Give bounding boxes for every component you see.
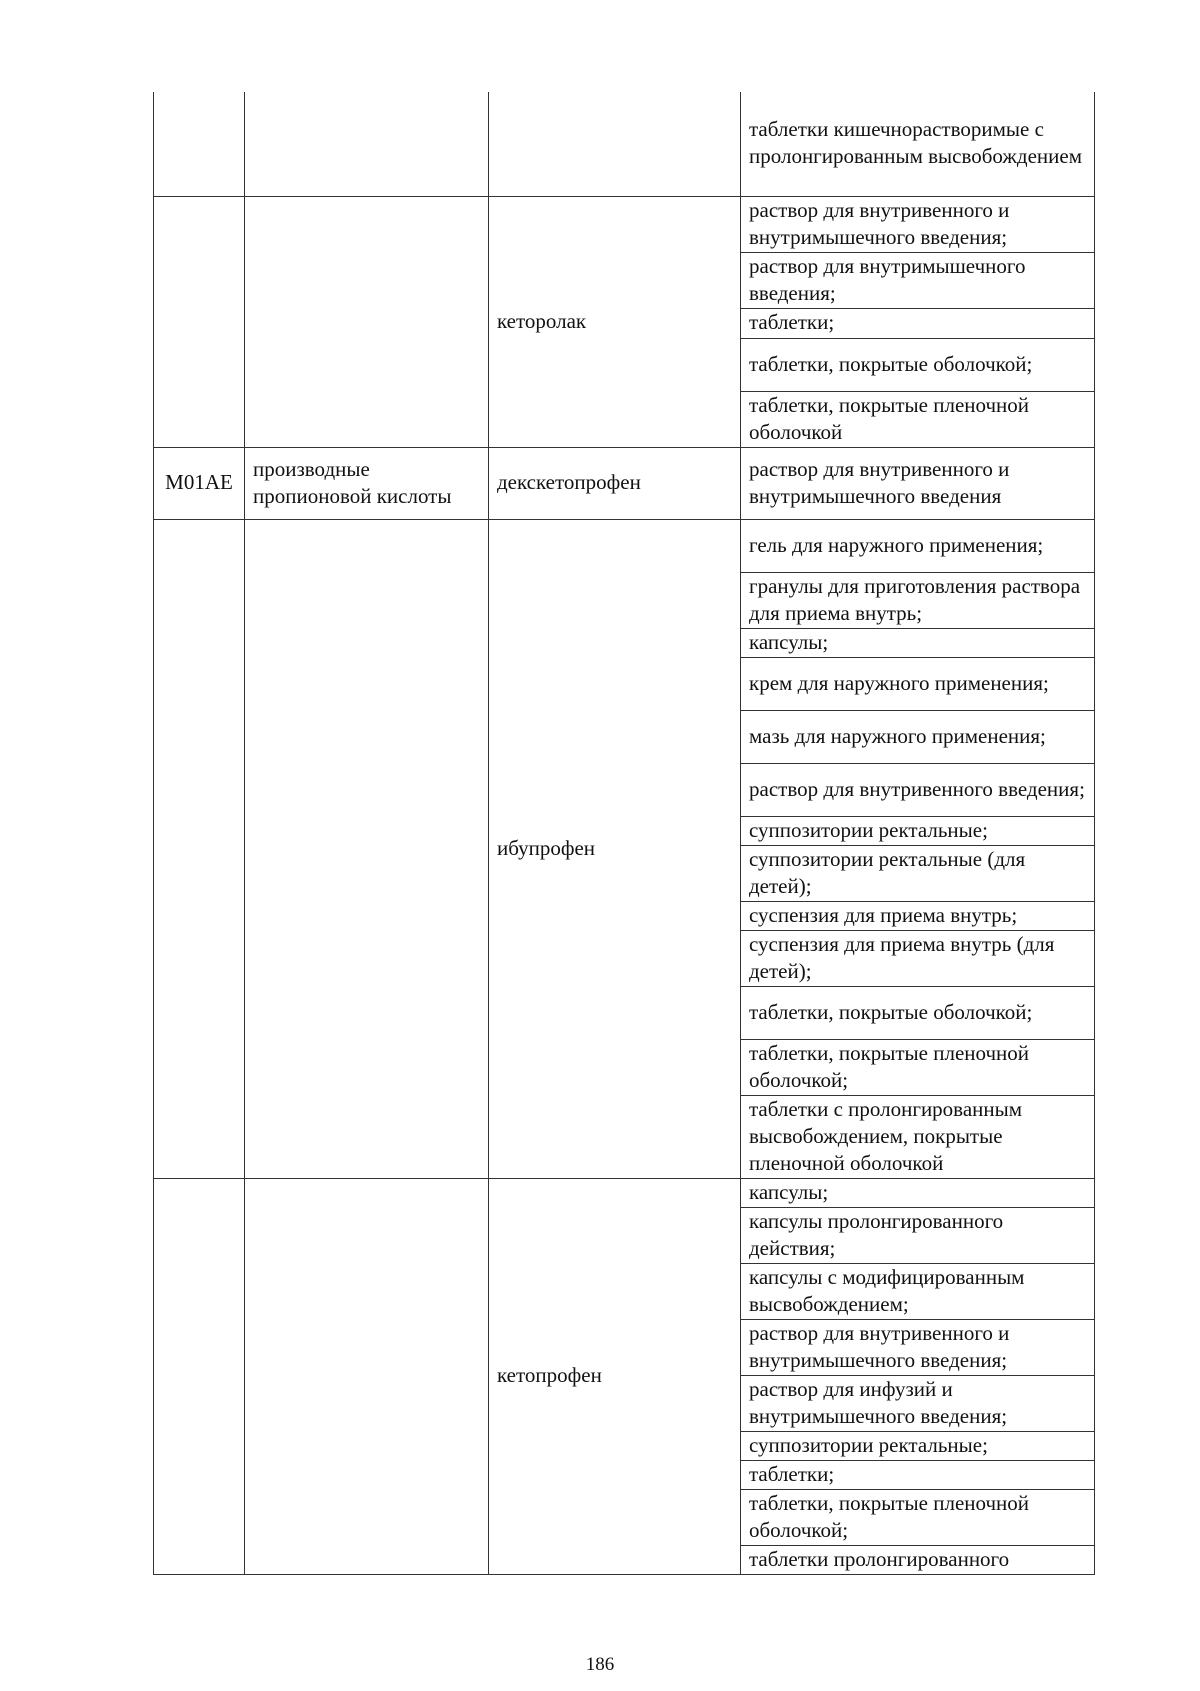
dosage-form-cell: крем для наружного применения;: [741, 657, 1095, 710]
dosage-form-cell: раствор для внутривенного и внутримышечного введения;: [741, 196, 1095, 252]
atc-code-cell: M01AE: [154, 447, 245, 519]
inn-cell: [489, 92, 741, 196]
dosage-form-cell: суппозитории ректальные;: [741, 1431, 1095, 1460]
dosage-form-cell: суппозитории ректальные;: [741, 816, 1095, 845]
group-name-cell: [245, 519, 489, 1178]
table-row: [154, 92, 1095, 196]
inn-cell: ибупрофен: [489, 519, 741, 1178]
dosage-form-cell: таблетки, покрытые пленочной оболочкой;: [741, 1039, 1095, 1095]
dosage-form-cell: мазь для наружного применения;: [741, 710, 1095, 763]
page-number: 186: [585, 1654, 615, 1675]
atc-code-cell: [154, 196, 245, 447]
dosage-form-cell: таблетки кишечнорастворимые с пролонгированным высвобождением: [741, 92, 1095, 196]
dosage-form-cell: таблетки, покрытые пленочной оболочкой;: [741, 1489, 1095, 1545]
dosage-form-cell: таблетки пролонгированного: [741, 1545, 1095, 1574]
dosage-form-cell: раствор для внутримышечного введения;: [741, 252, 1095, 308]
inn-cell: декскетопрофен: [489, 447, 741, 519]
dosage-form-cell: капсулы с модифицированным высвобождением;: [741, 1263, 1095, 1319]
group-name-cell: [245, 196, 489, 447]
dosage-form-cell: капсулы;: [741, 1178, 1095, 1207]
table-row: [154, 519, 1095, 572]
dosage-form-cell: капсулы;: [741, 628, 1095, 657]
atc-code-cell: [154, 1178, 245, 1574]
inn-cell: кеторолак: [489, 196, 741, 447]
dosage-form-cell: таблетки, покрытые оболочкой;: [741, 338, 1095, 391]
dosage-form-cell: таблетки с пролонгированным высвобождением, покрытые пленочной оболочкой: [741, 1095, 1095, 1178]
inn-cell: кетопрофен: [489, 1178, 741, 1574]
dosage-form-cell: суспензия для приема внутрь;: [741, 901, 1095, 930]
drug-list-table: [153, 92, 1095, 1575]
table-body: [154, 92, 1095, 1574]
dosage-form-cell: таблетки, покрытые оболочкой;: [741, 986, 1095, 1039]
dosage-form-cell: гель для наружного применения;: [741, 519, 1095, 572]
dosage-form-cell: раствор для внутривенного введения;: [741, 763, 1095, 816]
table-row: [154, 1178, 1095, 1207]
group-name-cell: производные пропионовой кислоты: [245, 447, 489, 519]
atc-code-cell: [154, 519, 245, 1178]
dosage-form-cell: гранулы для приготовления раствора для приема внутрь;: [741, 572, 1095, 628]
dosage-form-cell: таблетки;: [741, 1460, 1095, 1489]
dosage-form-cell: суппозитории ректальные (для детей);: [741, 845, 1095, 901]
dosage-form-cell: раствор для внутривенного и внутримышечного введения;: [741, 1319, 1095, 1375]
dosage-form-cell: таблетки, покрытые пленочной оболочкой: [741, 391, 1095, 447]
dosage-form-cell: раствор для внутривенного и внутримышечного введения: [741, 447, 1095, 519]
dosage-form-cell: раствор для инфузий и внутримышечного введения;: [741, 1375, 1095, 1431]
group-name-cell: [245, 92, 489, 196]
dosage-form-cell: суспензия для приема внутрь (для детей);: [741, 930, 1095, 986]
dosage-form-cell: таблетки;: [741, 308, 1095, 338]
group-name-cell: [245, 1178, 489, 1574]
dosage-form-cell: капсулы пролонгированного действия;: [741, 1207, 1095, 1263]
atc-code-cell: [154, 92, 245, 196]
table-row: [154, 196, 1095, 252]
table-row: [154, 447, 1095, 519]
